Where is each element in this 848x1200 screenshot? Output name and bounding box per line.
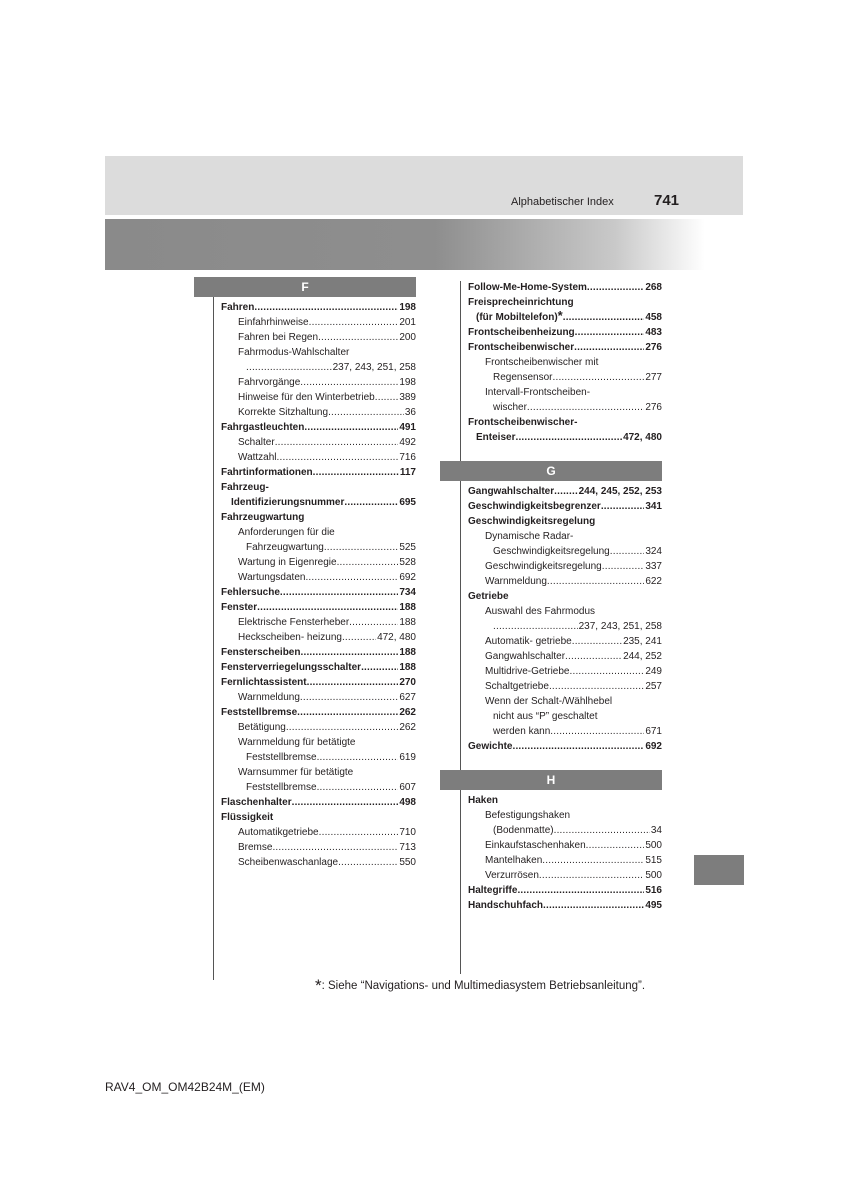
index-entry-label: Schaltgetriebe [485, 681, 549, 692]
index-entry-page: 188 [399, 662, 416, 673]
index-entry [468, 370, 662, 385]
page-number: 741 [654, 192, 680, 209]
index-entry-page: 276 [645, 342, 662, 353]
index-entry [468, 868, 662, 883]
index-entry-label: Warnsummer für betätigte [238, 767, 354, 778]
index-entry [468, 634, 662, 649]
index-entry-page: 188 [399, 647, 416, 658]
index-entry [468, 295, 662, 310]
index-entry-page: 710 [399, 827, 416, 838]
dot-leader [512, 739, 644, 754]
index-entry-page: 249 [645, 666, 662, 677]
index-entry-label: Schalter [238, 437, 275, 448]
index-entry [468, 604, 662, 619]
index-entry [221, 705, 416, 720]
index-entry [221, 855, 416, 870]
index-entry-page: 607 [399, 782, 416, 793]
index-entry-page: 237, 243, 251, 258 [578, 621, 662, 632]
index-entry [468, 664, 662, 679]
index-entry-page: 237, 243, 251, 258 [332, 362, 416, 373]
left-column-rule [213, 296, 214, 980]
index-entry [221, 780, 416, 795]
dot-leader [257, 600, 398, 615]
index-entry-label: werden kann [493, 726, 551, 737]
index-entry-page: 341 [645, 501, 662, 512]
index-entry-page: 716 [399, 452, 416, 463]
index-entry-label: Gewichte [468, 741, 513, 752]
dot-leader [539, 868, 644, 883]
index-entry [468, 793, 662, 808]
index-entry-label: Fehlersuche [221, 587, 280, 598]
index-entry-label: Feststellbremse [246, 782, 317, 793]
dot-leader [277, 450, 399, 465]
index-entry-label: Mantelhaken [485, 855, 543, 866]
index-entry-label: Flüssigkeit [221, 812, 274, 823]
index-entry: (für Mobiltelefon) * ..... 458 [468, 310, 662, 325]
index-entry-label: Fahrzeugwartung [246, 542, 324, 553]
index-entry [221, 570, 416, 585]
dot-leader [317, 750, 399, 765]
index-entry [221, 420, 416, 435]
footnote [315, 974, 645, 994]
index-entry-page: 277 [645, 372, 662, 383]
index-entry-label: (für Mobiltelefon) [476, 312, 558, 323]
header-band-gradient [105, 219, 705, 270]
index-entry-page: 200 [399, 332, 416, 343]
dot-leader [254, 300, 398, 315]
dot-leader [550, 724, 644, 739]
index-entry [468, 499, 662, 514]
dot-leader [569, 664, 644, 679]
index-entry-label: Identifizierungsnummer [231, 497, 345, 508]
index-entry [221, 360, 416, 375]
chapter-thumb-tab [694, 855, 744, 885]
index-entry-page: 337 [645, 561, 662, 572]
index-entry-page: 671 [645, 726, 662, 737]
index-entry [468, 709, 662, 724]
dot-leader [349, 615, 398, 630]
index-entry-label: Geschwindigkeitsregelung [468, 516, 596, 527]
dot-leader [493, 619, 578, 634]
index-entry-label: wischer [493, 402, 527, 413]
dot-leader [275, 435, 399, 450]
index-entry-label: Dynamische Radar- [485, 531, 574, 542]
index-entry-label: Wattzahl [238, 452, 277, 463]
header-band-light [105, 156, 743, 215]
index-entry [221, 615, 416, 630]
index-entry-label: Fahrzeug- [221, 482, 269, 493]
dot-leader [300, 690, 398, 705]
dot-leader [272, 840, 398, 855]
index-entry-page: 491 [399, 422, 416, 433]
index-entry [221, 330, 416, 345]
index-entry [221, 660, 416, 675]
index-entry-page: 244, 252 [623, 651, 662, 662]
index-entry-page: 188 [399, 617, 416, 628]
index-entry-label: Multidrive-Getriebe [485, 666, 570, 677]
dot-leader [565, 649, 622, 664]
index-entry [221, 540, 416, 555]
right-column-rule [460, 281, 461, 974]
dot-leader [572, 634, 622, 649]
dot-leader [574, 340, 644, 355]
index-entry [468, 694, 662, 709]
index-entry-label: Wenn der Schalt-/Wählhebel [485, 696, 613, 707]
dot-leader [552, 370, 644, 385]
index-entry-label: Warnmeldung [485, 576, 547, 587]
dot-leader [300, 645, 398, 660]
index-entry-label: Gangwahlschalter [468, 486, 555, 497]
index-entry-page: 627 [399, 692, 416, 703]
index-entry-label: Frontscheibenwischer [468, 342, 575, 353]
index-entry-page: 270 [399, 677, 416, 688]
index-column-right-h [468, 793, 662, 913]
index-entry-page: 117 [399, 467, 416, 478]
index-entry [468, 430, 662, 445]
index-entry-page: 483 [645, 327, 662, 338]
index-entry-page: 472, 480 [377, 632, 416, 643]
index-entry [221, 810, 416, 825]
dot-leader [527, 400, 644, 415]
index-entry-page: 515 [645, 855, 662, 866]
index-entry-page: 695 [399, 497, 416, 508]
index-entry-label: Scheibenwaschanlage [238, 857, 339, 868]
index-entry-label: Fenster [221, 602, 258, 613]
index-entry-page: 235, 241 [623, 636, 662, 647]
index-entry [221, 720, 416, 735]
index-entry [221, 510, 416, 525]
index-entry [468, 679, 662, 694]
dot-leader [292, 795, 399, 810]
index-entry [221, 765, 416, 780]
index-entry-label: Einkaufstaschenhaken [485, 840, 586, 851]
section-header-h: H [440, 770, 662, 790]
index-entry-label: Fensterverriegelungsschalter [221, 662, 362, 673]
index-entry [221, 840, 416, 855]
index-entry [468, 280, 662, 295]
section-header-g: G [440, 461, 662, 481]
dot-leader [375, 390, 399, 405]
section-header-f: F [194, 277, 416, 297]
index-entry [221, 345, 416, 360]
index-entry-page: 198 [399, 377, 416, 388]
index-entry [468, 400, 662, 415]
index-entry-label: Einfahrhinweise [238, 317, 309, 328]
index-entry-page: 495 [645, 900, 662, 911]
index-entry [468, 649, 662, 664]
index-entry [221, 630, 416, 645]
index-entry-label: Auswahl des Fahrmodus [485, 606, 596, 617]
index-entry [468, 883, 662, 898]
dot-leader [547, 574, 644, 589]
header-title: Alphabetischer Index [511, 196, 614, 208]
index-entry [221, 795, 416, 810]
index-entry-label: Handschuhfach [468, 900, 544, 911]
index-entry-label: Getriebe [468, 591, 509, 602]
document-code: RAV4_OM_OM42B24M_(EM) [105, 1080, 265, 1094]
index-entry [468, 355, 662, 370]
dot-leader [554, 823, 650, 838]
index-entry-label: Haltegriffe [468, 885, 518, 896]
index-entry [221, 390, 416, 405]
index-entry [221, 450, 416, 465]
index-entry [221, 315, 416, 330]
index-entry-page: 492 [399, 437, 416, 448]
index-entry [468, 808, 662, 823]
index-entry-page: 262 [399, 722, 416, 733]
dot-leader [517, 883, 644, 898]
index-entry [221, 735, 416, 750]
index-entry [221, 600, 416, 615]
dot-leader [586, 838, 645, 853]
index-entry-page: 188 [399, 602, 416, 613]
index-entry [221, 300, 416, 315]
index-entry [468, 898, 662, 913]
index-entry-label: Flaschenhalter [221, 797, 292, 808]
index-entry-label: Frontscheibenheizung [468, 327, 575, 338]
index-entry [221, 645, 416, 660]
index-entry [221, 675, 416, 690]
dot-leader [319, 825, 399, 840]
dot-leader [575, 325, 645, 340]
index-entry [221, 825, 416, 840]
dot-leader [344, 495, 398, 510]
index-entry [468, 325, 662, 340]
dot-leader [286, 720, 398, 735]
index-entry-label: Gangwahlschalter [485, 651, 566, 662]
index-entry-page: 525 [399, 542, 416, 553]
index-entry-label: Warnmeldung für betätigte [238, 737, 356, 748]
index-entry [468, 415, 662, 430]
index-entry [468, 853, 662, 868]
index-entry-label: Wartung in Eigenregie [238, 557, 337, 568]
index-entry-label: Automatikgetriebe [238, 827, 319, 838]
index-entry [468, 484, 662, 499]
dot-leader [337, 555, 399, 570]
index-entry [221, 495, 416, 510]
index-entry-page: 324 [645, 546, 662, 557]
index-entry-page: 389 [399, 392, 416, 403]
footnote-star: * [315, 976, 322, 995]
index-entry [468, 574, 662, 589]
index-entry-label: Betätigung [238, 722, 286, 733]
index-entry-label: Fahren [221, 302, 255, 313]
dot-leader [342, 630, 376, 645]
index-entry-label: Wartungsdaten [238, 572, 306, 583]
index-entry-page: 622 [645, 576, 662, 587]
index-entry [468, 514, 662, 529]
index-entry-label: Hinweise für den Winterbetrieb [238, 392, 375, 403]
index-entry-page: 262 [399, 707, 416, 718]
dot-leader [304, 420, 398, 435]
index-entry [221, 555, 416, 570]
index-entry [468, 838, 662, 853]
index-entry-label: Follow-Me-Home-System [468, 282, 587, 293]
index-entry [468, 529, 662, 544]
index-entry-page: 692 [399, 572, 416, 583]
index-entry-page: 472, 480 [623, 432, 662, 443]
index-entry-label: (Bodenmatte) [493, 825, 554, 836]
index-entry [468, 340, 662, 355]
index-entry [221, 435, 416, 450]
dot-leader [297, 705, 398, 720]
dot-leader [515, 430, 622, 445]
index-entry-label: nicht aus “P” geschaltet [493, 711, 598, 722]
dot-leader [328, 405, 404, 420]
index-entry-page: 550 [399, 857, 416, 868]
index-entry-page: 268 [645, 282, 662, 293]
dot-leader [318, 330, 398, 345]
index-entry-label: Regensensor [493, 372, 553, 383]
index-entry-page: 498 [399, 797, 416, 808]
index-entry-page: 198 [399, 302, 416, 313]
dot-leader [563, 310, 645, 325]
index-entry [221, 585, 416, 600]
index-entry [221, 375, 416, 390]
dot-leader [307, 675, 399, 690]
index-entry [468, 589, 662, 604]
index-entry-label: Bremse [238, 842, 273, 853]
index-entry-label: Freisprecheinrichtung [468, 297, 574, 308]
index-entry-label: Frontscheibenwischer mit [485, 357, 599, 368]
dot-leader [601, 499, 644, 514]
index-entry-label: Geschwindigkeitsregelung [485, 561, 602, 572]
index-entry-label: Fensterscheiben [221, 647, 301, 658]
dot-leader [305, 570, 398, 585]
index-entry-page: 34 [650, 825, 662, 836]
index-entry-label: Fernlichtassistent [221, 677, 307, 688]
dot-leader [587, 280, 644, 295]
dot-leader [338, 855, 398, 870]
footnote-text: : Siehe “Navigations- und Multimediasystem Betriebsanleitung”. [321, 980, 646, 992]
index-column-right-g [468, 484, 662, 754]
index-entry-page: 244, 245, 252, 253 [578, 486, 662, 497]
index-entry-label: Automatik- getriebe [485, 636, 572, 647]
index-entry [221, 690, 416, 705]
index-entry-label: Heckscheiben- heizung [238, 632, 342, 643]
index-entry [468, 559, 662, 574]
dot-leader [324, 540, 398, 555]
dot-leader [549, 679, 644, 694]
index-entry [221, 750, 416, 765]
index-entry-label: Fahrgastleuchten [221, 422, 305, 433]
index-entry-label: Geschwindigkeitsregelung [493, 546, 610, 557]
index-entry-page: 500 [645, 840, 662, 851]
index-entry [468, 619, 662, 634]
index-entry-label: Korrekte Sitzhaltung [238, 407, 329, 418]
index-entry-label: Enteiser [476, 432, 516, 443]
dot-leader [313, 465, 399, 480]
index-entry-page: 713 [399, 842, 416, 853]
dot-leader [610, 544, 645, 559]
index-entry-label: Fahrtinformationen [221, 467, 313, 478]
index-entry-page: 257 [645, 681, 662, 692]
index-entry-page: 458 [645, 312, 662, 323]
dot-leader [543, 898, 644, 913]
index-entry-label: Anforderungen für die [238, 527, 335, 538]
index-column-left [221, 300, 416, 870]
index-entry-page: 276 [645, 402, 662, 413]
index-entry-label: Fahrzeugwartung [221, 512, 305, 523]
index-entry-label: Geschwindigkeitsbegrenzer [468, 501, 601, 512]
index-column-right-f [468, 280, 662, 445]
index-entry [468, 739, 662, 754]
index-entry-label: Fahrmodus-Wahlschalter [238, 347, 350, 358]
dot-leader [246, 360, 332, 375]
index-entry-page: 516 [645, 885, 662, 896]
index-entry-label: Fahren bei Regen [238, 332, 319, 343]
index-entry-label: Haken [468, 795, 499, 806]
index-entry-label: Frontscheibenwischer- [468, 417, 578, 428]
index-entry-page: 36 [404, 407, 416, 418]
dot-leader [361, 660, 398, 675]
index-entry-label: Feststellbremse [246, 752, 317, 763]
index-entry [468, 385, 662, 400]
dot-leader [542, 853, 644, 868]
index-entry-page: 619 [399, 752, 416, 763]
index-entry-label: Warnmeldung [238, 692, 300, 703]
index-entry [221, 465, 416, 480]
dot-leader [554, 484, 577, 499]
index-entry-label: Elektrische Fensterheber [238, 617, 350, 628]
index-entry [468, 724, 662, 739]
index-entry-page: 500 [645, 870, 662, 881]
index-entry [468, 544, 662, 559]
dot-leader [300, 375, 398, 390]
index-entry [468, 823, 662, 838]
index-entry [221, 480, 416, 495]
index-entry-label: Verzurrösen [485, 870, 539, 881]
index-entry-label: Intervall-Frontscheiben- [485, 387, 591, 398]
dot-leader [280, 585, 398, 600]
dot-leader [602, 559, 645, 574]
index-entry-page: 201 [399, 317, 416, 328]
index-entry-label: Feststellbremse [221, 707, 298, 718]
index-entry [221, 525, 416, 540]
index-entry-page: 528 [399, 557, 416, 568]
index-entry-label: Fahrvorgänge [238, 377, 301, 388]
index-entry [221, 405, 416, 420]
index-entry-page: 692 [645, 741, 662, 752]
index-entry-page: 734 [399, 587, 416, 598]
index-entry-label: Befestigungshaken [485, 810, 571, 821]
dot-leader [309, 315, 399, 330]
dot-leader [317, 780, 399, 795]
